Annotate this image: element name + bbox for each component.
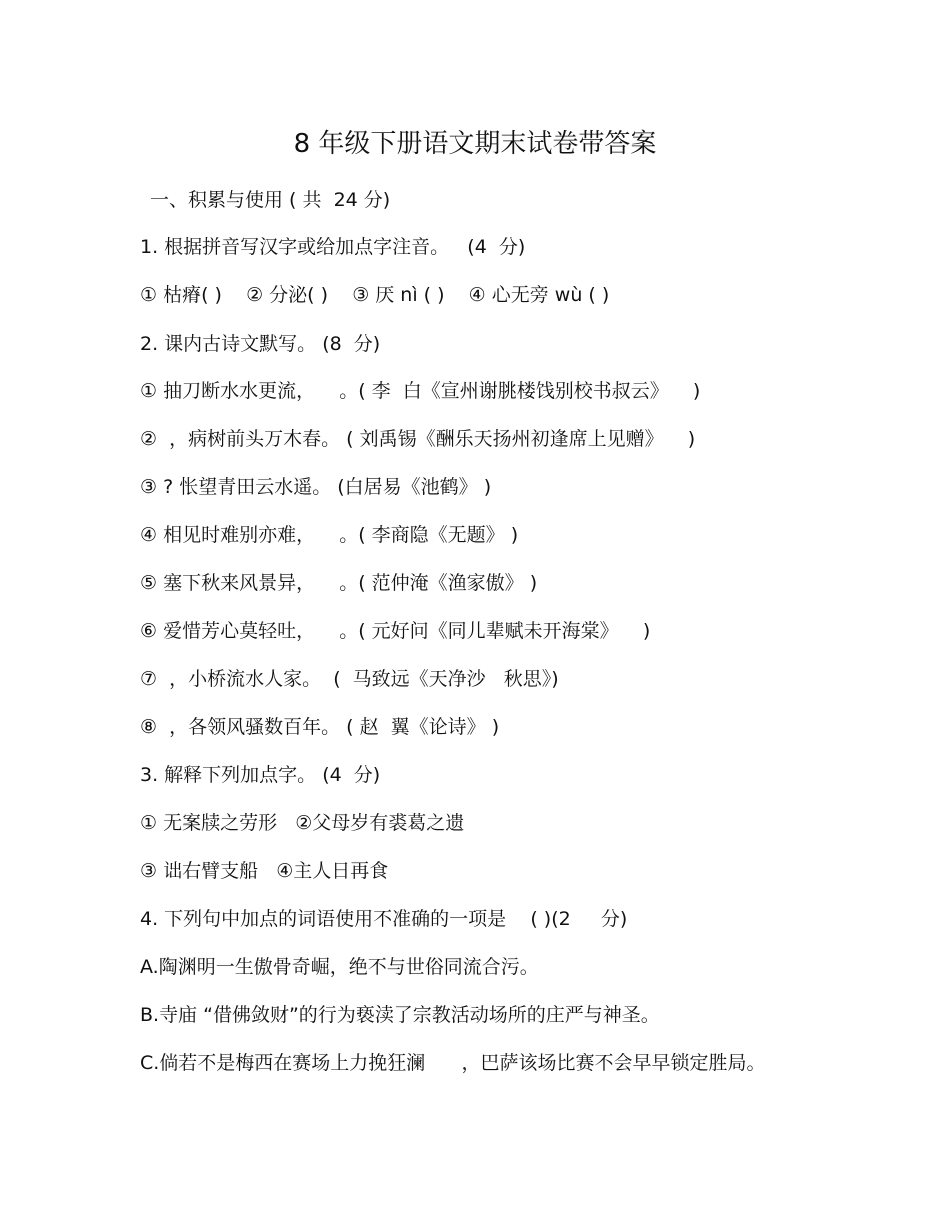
option-c: C.倘若不是梅西在赛场上力挽狂澜 ，巴萨该场比赛不会早早锁定胜局。 bbox=[140, 1052, 766, 1074]
option-b: B.寺庙 “借佛敛财”的行为亵渎了宗教活动场所的庄严与神圣。 bbox=[140, 1004, 660, 1026]
poem-line: ③ ? 怅望青田云水遥。 (白居易《池鹤》 ) bbox=[140, 476, 492, 498]
word-item: ① 无案牍之劳形 ②父母岁有裘葛之遗 bbox=[140, 812, 465, 834]
poem-line: ⑦ ，小桥流水人家。 ( 马致远《天净沙 秋思》) bbox=[140, 668, 559, 690]
word-item: ③ 诎右臂支船 ④主人日再食 bbox=[140, 860, 389, 882]
poem-line: ⑧ ，各领风骚数百年。 ( 赵 翼《论诗》 ) bbox=[140, 716, 500, 738]
question-2-prompt: 2. 课内古诗文默写。 (8 分) bbox=[140, 333, 381, 355]
poem-line: ⑤ 塞下秋来风景异， 。( 范仲淹《渔家傲》 ) bbox=[140, 572, 538, 594]
question-3-prompt: 3. 解释下列加点字。 (4 分) bbox=[140, 764, 381, 786]
question-1-prompt: 1. 根据拼音写汉字或给加点字注音。 (4 分) bbox=[140, 236, 526, 258]
question-1-items: ① 枯瘠( ) ② 分泌( ) ③ 厌 nì ( ) ④ 心无旁 wù ( ) bbox=[140, 284, 610, 306]
option-a: A.陶渊明一生傲骨奇崛，绝不与世俗同流合污。 bbox=[140, 956, 539, 978]
poem-line: ④ 相见时难别亦难， 。( 李商隐《无题》 ) bbox=[140, 524, 519, 546]
section-heading: 一、积累与使用 ( 共 24 分) bbox=[150, 189, 391, 211]
poem-line: ① 抽刀断水水更流， 。( 李 白《宣州谢朓楼饯别校书叔云》 ) bbox=[140, 380, 701, 402]
question-4-prompt: 4. 下列句中加点的词语使用不准确的一项是 ( )(2 分) bbox=[140, 908, 628, 930]
poem-line: ② ，病树前头万木春。 ( 刘禹锡《酬乐天扬州初逢席上见赠》 ) bbox=[140, 428, 696, 450]
poem-line: ⑥ 爱惜芳心莫轻吐， 。( 元好问《同儿辈赋未开海棠》 ) bbox=[140, 620, 651, 642]
document-title: 8 年级下册语文期末试卷带答案 bbox=[293, 129, 657, 159]
